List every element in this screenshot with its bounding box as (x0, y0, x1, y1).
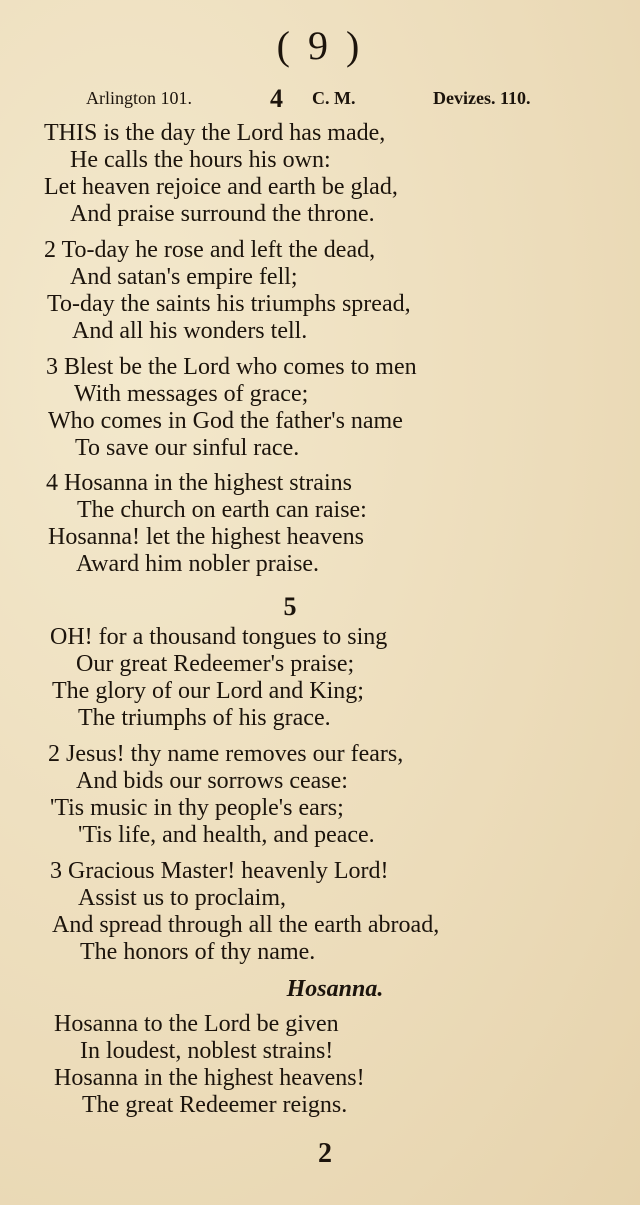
verse-line: 3 Blest be the Lord who comes to men (46, 354, 417, 380)
verse-line: And all his wonders tell. (72, 318, 308, 344)
verse-line: To-day the saints his triumphs spread, (47, 291, 411, 317)
verse-line: Hosanna to the Lord be given (54, 1011, 339, 1037)
signature-mark: 2 (318, 1138, 332, 1169)
verse-line: THIS is the day the Lord has made, (44, 120, 386, 146)
verse-line: Our great Redeemer's praise; (76, 651, 355, 677)
verse-line: The great Redeemer reigns. (82, 1092, 348, 1118)
verse-line: And spread through all the earth abroad, (52, 912, 440, 938)
verse-line: The honors of thy name. (80, 939, 316, 965)
hymn-header (0, 84, 640, 116)
hosanna-title: Hosanna. (286, 976, 384, 1002)
verse-line: Hosanna in the highest heavens! (54, 1065, 365, 1091)
verse-line: OH! for a thousand tongues to sing (50, 624, 388, 650)
verse-line: 2 To-day he rose and left the dead, (44, 237, 376, 263)
verse-line: The triumphs of his grace. (78, 705, 331, 731)
verse-line: With messages of grace; (74, 381, 309, 407)
verse-line: 'Tis life, and health, and peace. (78, 822, 375, 848)
tune-right: Devizes. 110. (433, 88, 531, 108)
verse-line: 2 Jesus! thy name removes our fears, (48, 741, 404, 767)
hymn-number: 4 (270, 84, 283, 113)
hymn-5-number: 5 (283, 592, 297, 621)
verse-line: And bids our sorrows cease: (76, 768, 348, 794)
verse-line: 4 Hosanna in the highest strains (46, 470, 352, 496)
verse-line: Who comes in God the father's name (48, 408, 403, 434)
verse-line: In loudest, noblest strains! (80, 1038, 334, 1064)
verse-line: He calls the hours his own: (70, 147, 331, 173)
tune-left: Arlington 101. (86, 88, 192, 108)
verse-line: And praise surround the throne. (70, 201, 375, 227)
verse-line: Let heaven rejoice and earth be glad, (44, 174, 398, 200)
verse-line: 'Tis music in thy people's ears; (50, 795, 344, 821)
verse-line: 3 Gracious Master! heavenly Lord! (50, 858, 389, 884)
verse-line: And satan's empire fell; (70, 264, 298, 290)
verse-line: The church on earth can raise: (77, 497, 367, 523)
page-number: ( 9 ) (276, 23, 364, 68)
verse-line: The glory of our Lord and King; (52, 678, 364, 704)
verse-line: To save our sinful race. (75, 435, 300, 461)
verse-line: Hosanna! let the highest heavens (48, 524, 364, 550)
verse-line: Assist us to proclaim, (78, 885, 286, 911)
meter: C. M. (312, 88, 356, 108)
verse-line: Award him nobler praise. (76, 551, 320, 577)
